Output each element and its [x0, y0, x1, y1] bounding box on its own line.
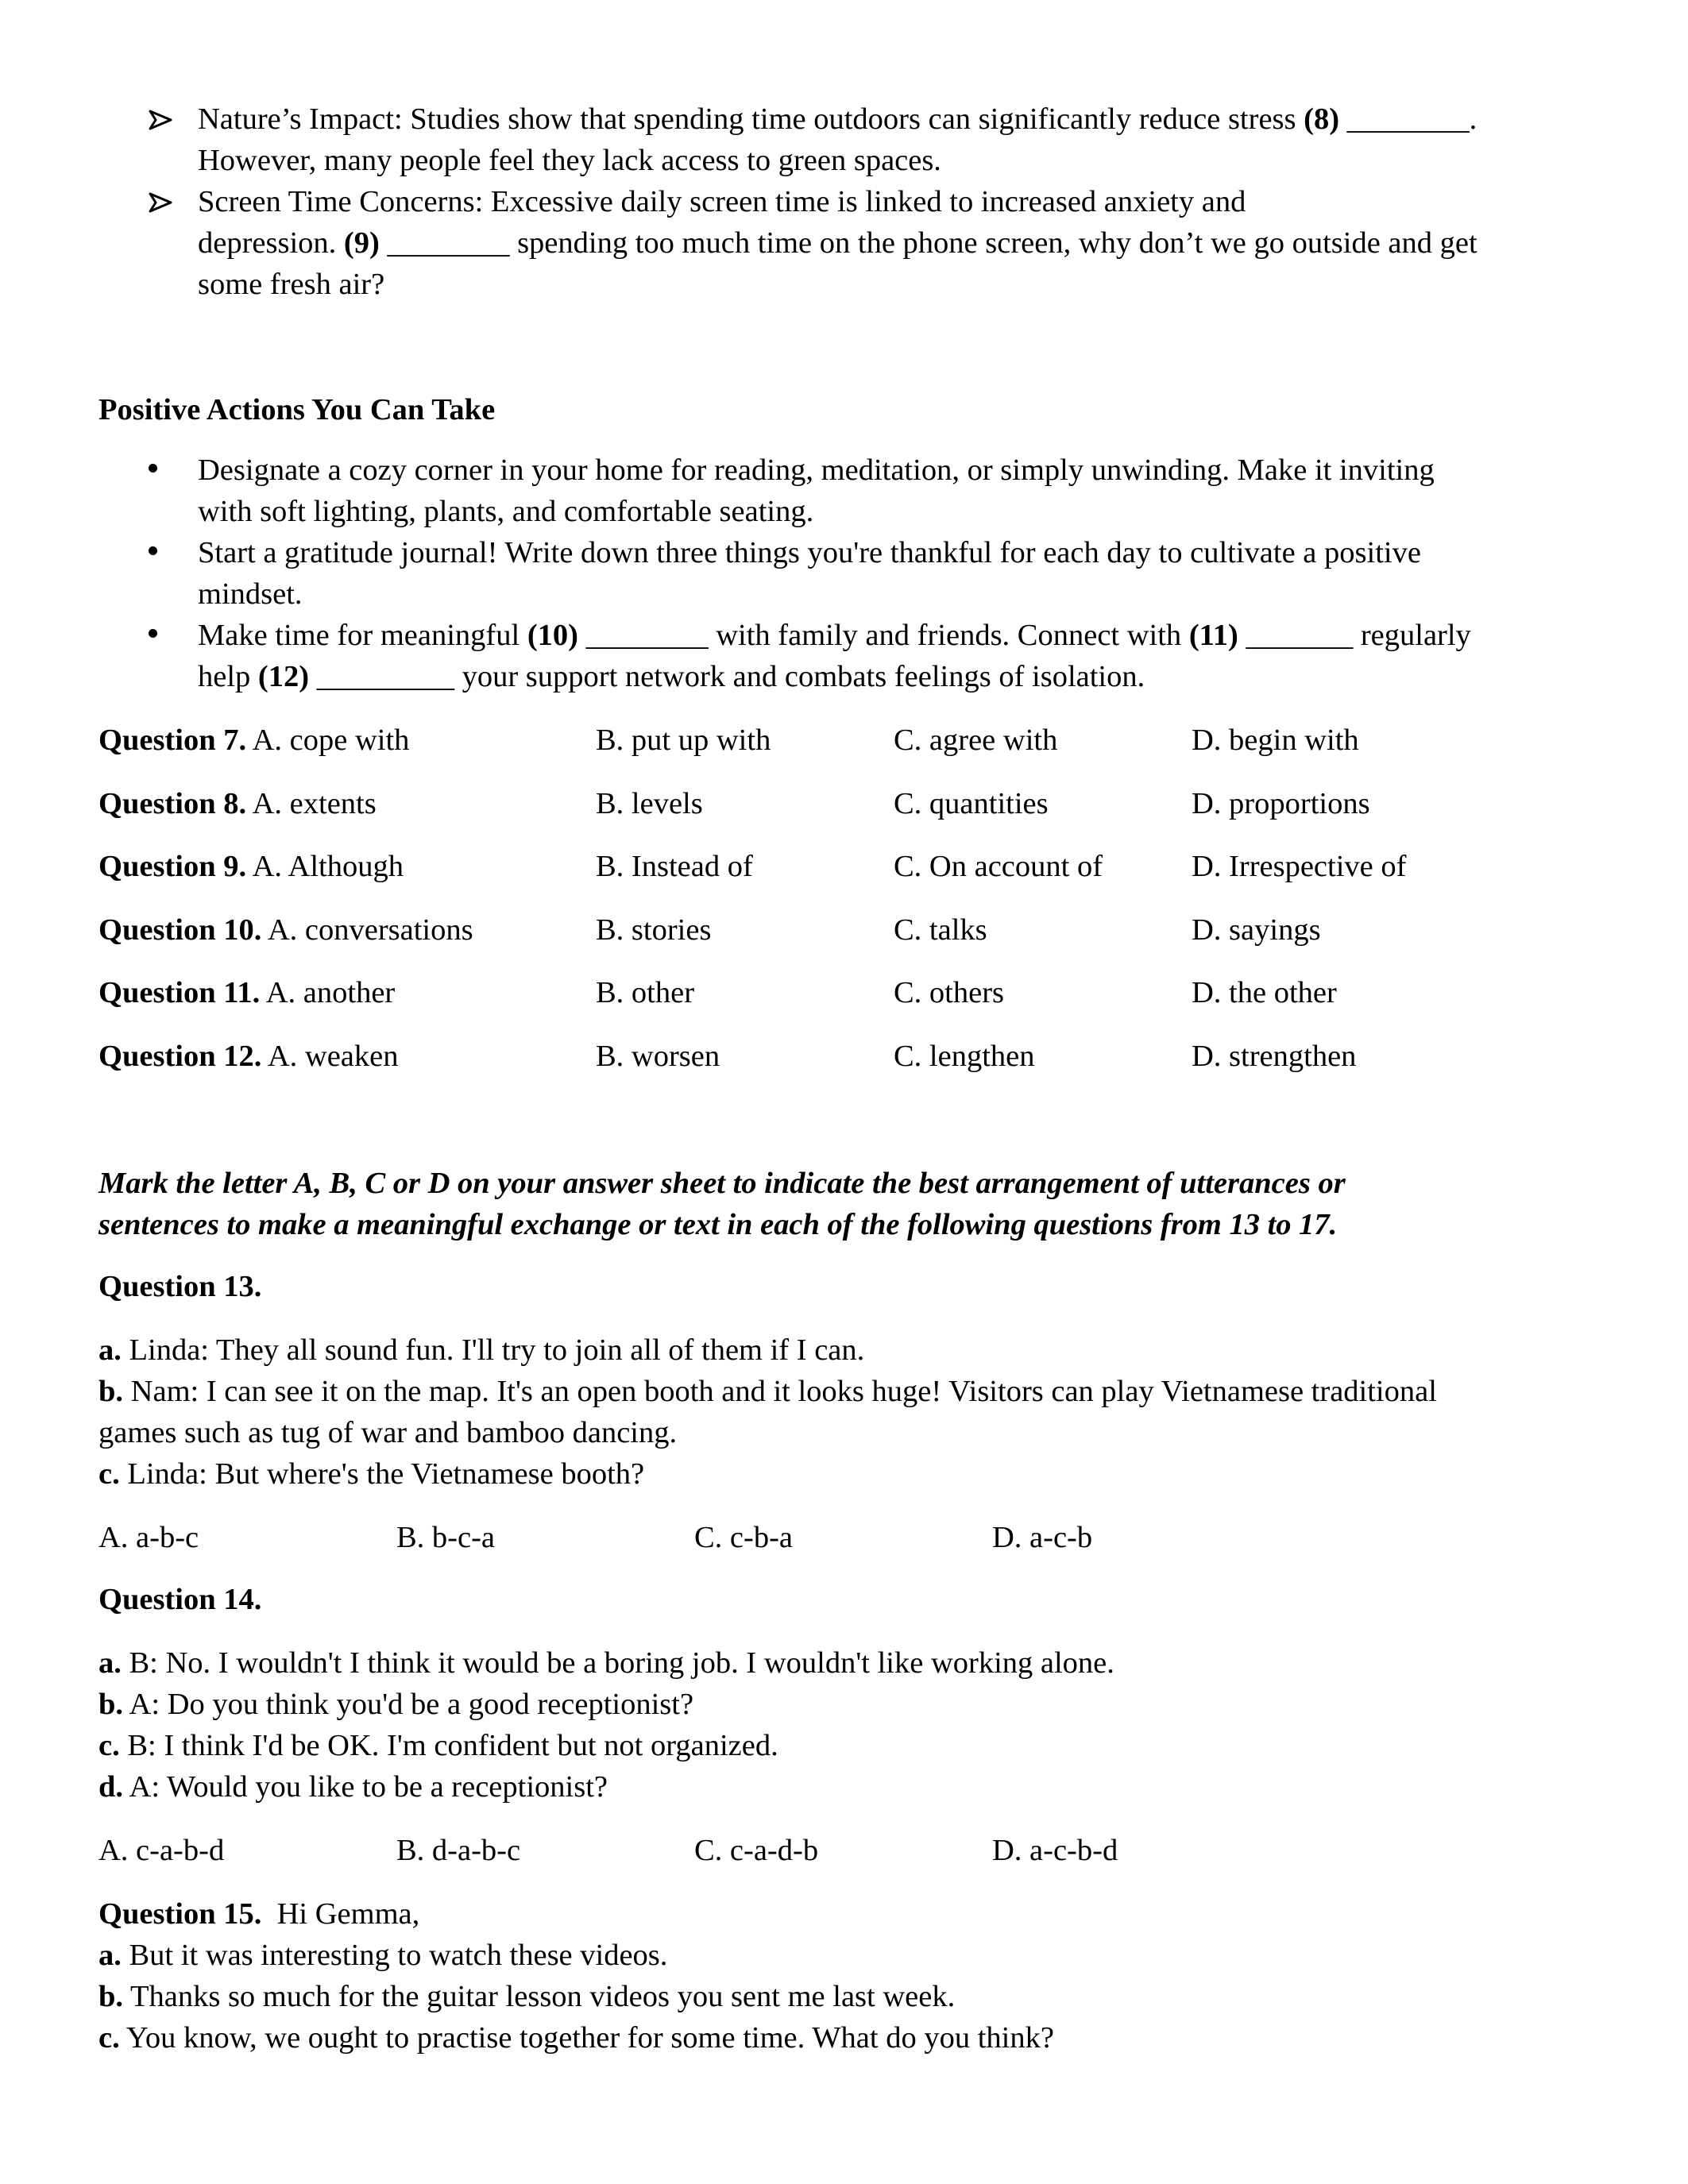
answer-option-c: C. c-a-d-b: [694, 1834, 819, 1867]
section-heading: Positive Actions You Can Take: [98, 393, 496, 426]
answer-option-b: B. d-a-b-c: [396, 1834, 521, 1867]
question-13-label: Question 13.: [98, 1270, 262, 1303]
question-option-a: Question 10. A. conversations: [98, 913, 473, 947]
question-option-b: B. put up with: [596, 723, 771, 757]
answer-option-d: D. a-c-b: [992, 1521, 1093, 1554]
question-14-label: Question 14.: [98, 1583, 262, 1616]
question-option-c: C. talks: [894, 913, 987, 947]
action-item-2-cont: mindset.: [198, 577, 303, 611]
bullet-dot-icon: [149, 546, 157, 555]
action-item-3: Make time for meaningful (10) ________ with family and friends. Connect with (11) _______ regularly: [198, 619, 1471, 652]
utterance-a: a. B: No. I wouldn't I think it would be a boring job. I wouldn't like working alone.: [98, 1646, 1114, 1680]
action-item-2: Start a gratitude journal! Write down three things you're thankful for each day to cultivate a positive: [198, 536, 1421, 569]
bullet-nature-impact-cont: However, many people feel they lack access to green spaces.: [198, 144, 941, 177]
question-label: Question 7.: [98, 723, 247, 757]
bullet-dot-icon: [149, 629, 157, 638]
bullet-screen-time-cont2: some fresh air?: [198, 268, 385, 301]
question-option-b: B. other: [596, 976, 695, 1009]
question-15-label: Question 15.: [98, 1897, 262, 1931]
utterance-b: b. A: Do you think you'd be a good receptionist?: [98, 1688, 694, 1721]
question-option-b: B. worsen: [596, 1040, 720, 1073]
instruction-line: Mark the letter A, B, C or D on your answer sheet to indicate the best arrangement of utterances or: [98, 1167, 1346, 1200]
utterance-a: a. Linda: They all sound fun. I'll try to join all of them if I can.: [98, 1333, 865, 1367]
bullet-screen-time-cont: depression. (9) ________ spending too much time on the phone screen, why don’t we go outside and get: [198, 226, 1477, 260]
question-option-d: D. proportions: [1192, 787, 1370, 820]
question-option-a: Question 11. A. another: [98, 976, 396, 1009]
answer-option-b: B. b-c-a: [396, 1521, 495, 1554]
action-item-3-cont: help (12) _________ your support network and combats feelings of isolation.: [198, 660, 1145, 693]
answer-option-a: A. c-a-b-d: [98, 1834, 225, 1867]
action-item-1: Designate a cozy corner in your home for reading, meditation, or simply unwinding. Make it inviting: [198, 453, 1435, 487]
question-option-a: Question 12. A. weaken: [98, 1040, 399, 1073]
arrow-bullet-icon: [149, 192, 172, 213]
question-label: Question 8.: [98, 787, 247, 820]
question-option-a: Question 8. A. extents: [98, 787, 377, 820]
question-label: Question 11.: [98, 976, 261, 1009]
utterance-c: c. Linda: But where's the Vietnamese booth?: [98, 1457, 645, 1491]
question-option-b: B. Instead of: [596, 850, 753, 883]
question-label: Question 9.: [98, 850, 247, 883]
sentence-b: b. Thanks so much for the guitar lesson videos you sent me last week.: [98, 1980, 956, 2013]
question-option-c: C. On account of: [894, 850, 1103, 883]
question-label: Question 10.: [98, 913, 262, 947]
sentence-c: c. You know, we ought to practise together for some time. What do you think?: [98, 2021, 1054, 2055]
utterance-d: d. A: Would you like to be a receptionist?: [98, 1770, 608, 1804]
instruction-line: sentences to make a meaningful exchange or text in each of the following questions from 13 to 17.: [98, 1208, 1338, 1241]
bullet-dot-icon: [149, 464, 157, 473]
question-option-d: D. begin with: [1192, 723, 1359, 757]
sentence-a: a. But it was interesting to watch these videos.: [98, 1939, 668, 1972]
question-15-header: Question 15. Hi Gemma,: [98, 1897, 420, 1931]
utterance-c: c. B: I think I'd be OK. I'm confident but not organized.: [98, 1729, 778, 1762]
question-option-b: B. stories: [596, 913, 712, 947]
bullet-nature-impact: Nature’s Impact: Studies show that spending time outdoors can significantly reduce stress (8) ________.: [198, 102, 1477, 136]
arrow-bullet-icon: [149, 110, 172, 130]
question-option-c: C. lengthen: [894, 1040, 1035, 1073]
utterance-b-cont: games such as tug of war and bamboo dancing.: [98, 1416, 678, 1449]
question-option-c: C. agree with: [894, 723, 1058, 757]
answer-option-a: A. a-b-c: [98, 1521, 199, 1554]
question-option-b: B. levels: [596, 787, 703, 820]
question-option-c: C. others: [894, 976, 1005, 1009]
question-option-a: Question 7. A. cope with: [98, 723, 410, 757]
question-label: Question 12.: [98, 1040, 262, 1073]
bullet-screen-time: Screen Time Concerns: Excessive daily screen time is linked to increased anxiety and: [198, 185, 1246, 218]
question-option-d: D. sayings: [1192, 913, 1321, 947]
question-option-a: Question 9. A. Although: [98, 850, 404, 883]
question-option-d: D. the other: [1192, 976, 1337, 1009]
utterance-b: b. Nam: I can see it on the map. It's an open booth and it looks huge! Visitors can play Vietnamese traditional: [98, 1375, 1437, 1408]
question-option-d: D. strengthen: [1192, 1040, 1357, 1073]
question-option-d: D. Irrespective of: [1192, 850, 1407, 883]
answer-option-d: D. a-c-b-d: [992, 1834, 1118, 1867]
action-item-1-cont: with soft lighting, plants, and comfortable seating.: [198, 495, 814, 528]
answer-option-c: C. c-b-a: [694, 1521, 793, 1554]
question-option-c: C. quantities: [894, 787, 1049, 820]
